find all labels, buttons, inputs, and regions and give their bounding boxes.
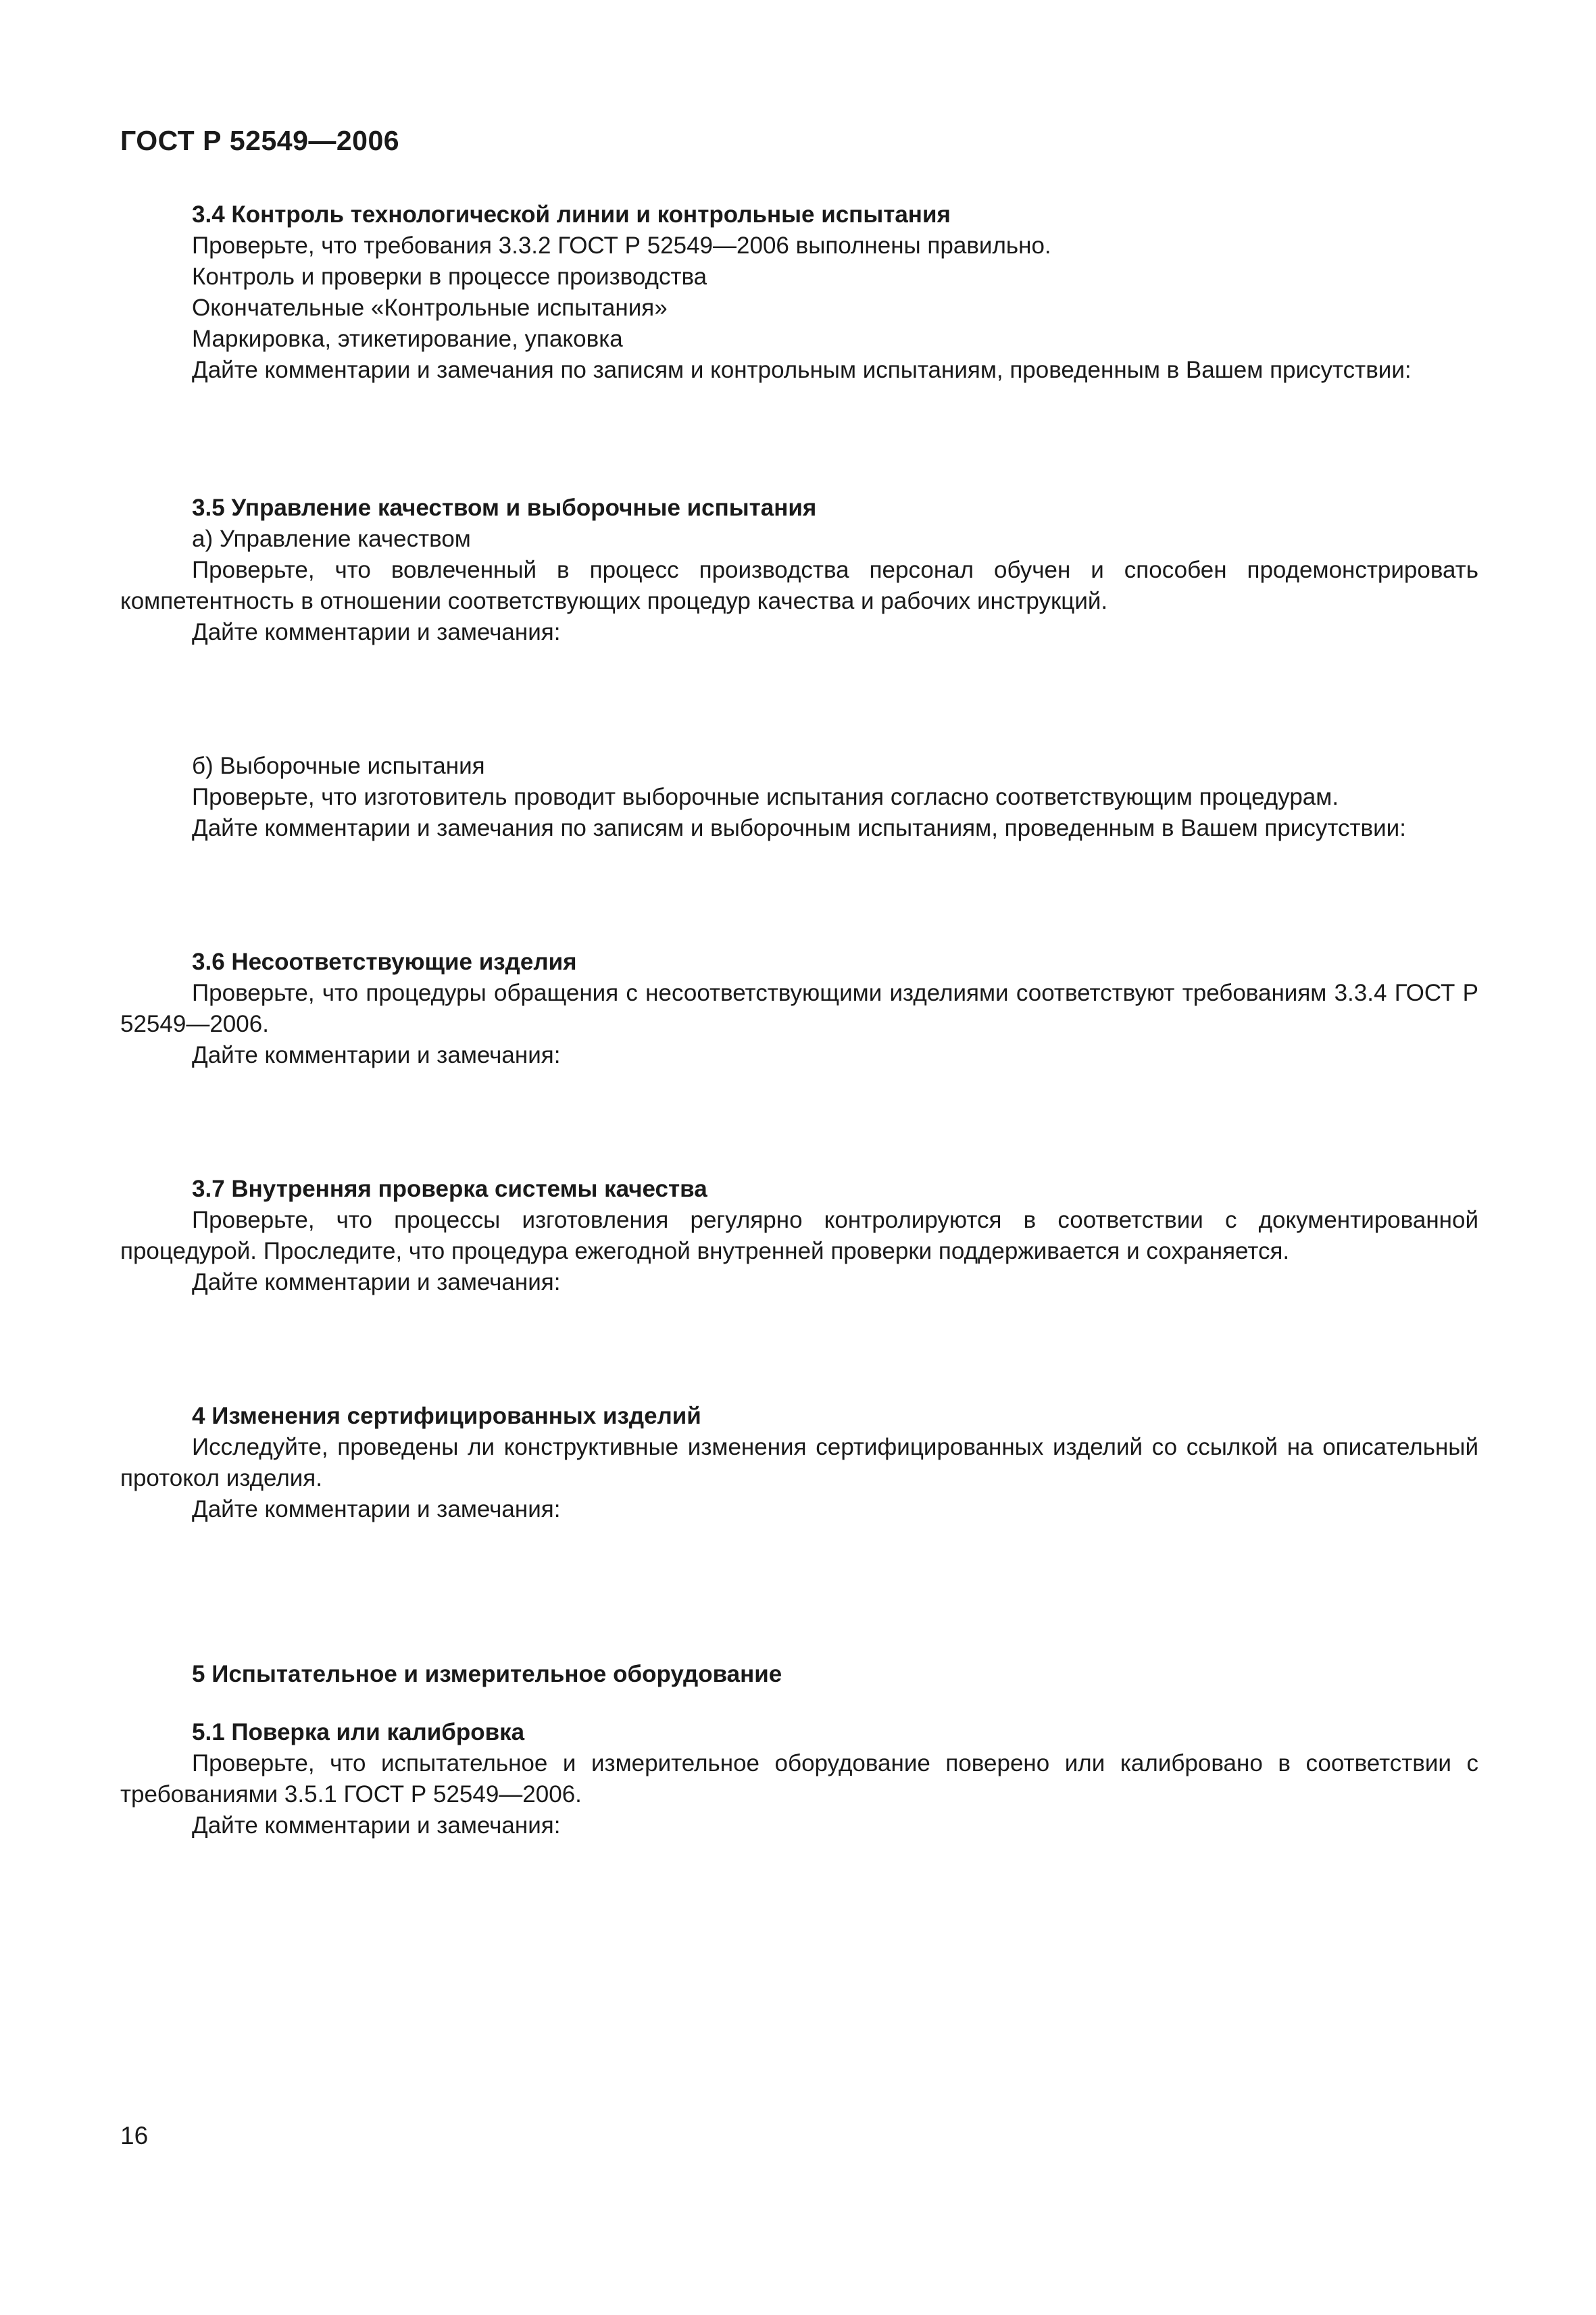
text-line: Контроль и проверки в процессе производства [192, 264, 707, 290]
document-body [120, 199, 1478, 1841]
paragraph: Проверьте, что испытательное и измерительное оборудование поверено или калибровано в соответствии с требованиями 3.5.1 ГОСТ Р 52549—2006. [120, 1750, 1478, 1808]
text-line: Проверьте, что требования 3.3.2 ГОСТ Р 52549—2006 выполнены правильно. [192, 232, 1051, 259]
section-5-1 [120, 1717, 1478, 1841]
section-title: 3.5 Управление качеством и выборочные испытания [192, 495, 817, 521]
paragraph: Проверьте, что процедуры обращения с несоответствующими изделиями соответствуют требованиям 3.3.4 ГОСТ Р 52549—2006. [120, 980, 1478, 1037]
comment-prompt: Дайте комментарии и замечания: [192, 1042, 561, 1068]
paragraph: Проверьте, что вовлеченный в процесс производства персонал обучен и способен продемонстрировать компетентность в отношении соответствующих процедур качества и рабочих инструкций. [120, 557, 1478, 614]
subsection-title: а) Управление качеством [192, 526, 471, 552]
section-title: 3.7 Внутренняя проверка системы качества [192, 1176, 707, 1202]
comment-prompt: Дайте комментарии и замечания: [192, 1269, 561, 1295]
section-3-4 [120, 199, 1478, 386]
section-title: 4 Изменения сертифицированных изделий [192, 1403, 701, 1429]
comment-prompt: Дайте комментарии и замечания по записям и выборочным испытаниям, проведенным в Вашем присутствии: [192, 815, 1406, 841]
section-5 [120, 1659, 1478, 1690]
section-title: 3.6 Несоответствующие изделия [192, 949, 577, 975]
section-3-7 [120, 1174, 1478, 1298]
text-line: Проверьте, что изготовитель проводит выборочные испытания согласно соответствующим процедурам. [192, 784, 1339, 810]
section-title: 5 Испытательное и измерительное оборудование [192, 1661, 782, 1687]
comment-prompt: Дайте комментарии и замечания: [192, 1496, 561, 1522]
paragraph: Проверьте, что процессы изготовления регулярно контролируются в соответствии с документированной процедурой. Проследите, что процедура ежегодной внутренней проверки поддерживается и сохраняется. [120, 1207, 1478, 1264]
text-line: Маркировка, этикетирование, упаковка [192, 326, 623, 352]
section-3-6 [120, 947, 1478, 1071]
comment-prompt: Дайте комментарии и замечания по записям и контрольным испытаниям, проведенным в Вашем присутствии: [192, 357, 1412, 383]
text-line: Окончательные «Контрольные испытания» [192, 295, 668, 321]
subsection-title: б) Выборочные испытания [192, 753, 485, 779]
section-3-5 [120, 493, 1478, 844]
page-number: 16 [120, 2122, 149, 2149]
section-title: 3.4 Контроль технологической линии и контрольные испытания [192, 201, 951, 228]
comment-prompt: Дайте комментарии и замечания: [192, 619, 561, 645]
section-title: 5.1 Поверка или калибровка [192, 1719, 525, 1745]
paragraph: Исследуйте, проведены ли конструктивные изменения сертифицированных изделий со ссылкой на описательный протокол изделия. [120, 1434, 1478, 1491]
section-4 [120, 1401, 1478, 1525]
document-header: ГОСТ Р 52549—2006 [120, 125, 400, 156]
comment-prompt: Дайте комментарии и замечания: [192, 1812, 561, 1839]
